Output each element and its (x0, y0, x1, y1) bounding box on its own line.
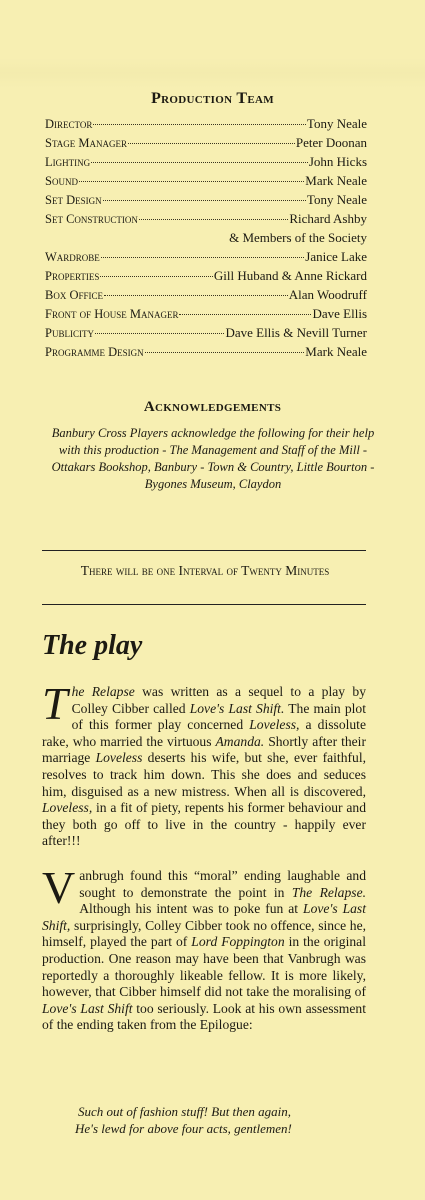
credit-stage-manager (45, 135, 367, 154)
credit-role: Programme Design (45, 345, 144, 359)
credit-name: Dave Ellis & Nevill Turner (225, 325, 367, 340)
quote-line: Such out of fashion stuff! But then again, (78, 1104, 292, 1119)
text-run: Although his intent was to poke fun at (79, 901, 304, 917)
credit-role: Wardrobe (45, 250, 100, 264)
play-paragraph-2 (42, 862, 367, 1034)
credit-set-design (45, 192, 367, 211)
character-name: Amanda. (215, 733, 265, 749)
acknowledgements-text: Banbury Cross Players acknowledge the following for their help with this production - The Management and Staff of the Mill - Ottakars Bookshop, Banbury - Town & Country, Little Bourton - Bygones Museum, Claydon (51, 426, 375, 491)
drop-cap: T (42, 678, 68, 729)
credit-name: Tony Neale (306, 192, 367, 207)
drop-cap: V (42, 862, 76, 913)
leader-dots (79, 181, 304, 182)
divider-top (42, 550, 366, 551)
credit-name: Mark Neale (305, 344, 367, 359)
epilogue-quote (75, 1103, 292, 1137)
leader-dots (101, 257, 304, 258)
divider-bottom (42, 604, 366, 605)
leader-dots (145, 352, 305, 353)
character-name: Lord Foppington (191, 934, 285, 950)
credit-role: Properties (45, 269, 100, 283)
interval-notice: There will be one Interval of Twenty Minutes (80, 563, 330, 578)
text-run: a dissolute rake, who married the virtuous (42, 717, 366, 749)
character-name: Loveless (95, 750, 143, 766)
credit-name: Tony Neale (306, 116, 367, 131)
leader-dots (128, 143, 295, 144)
credit-name: Peter Doonan (295, 135, 367, 150)
credit-role: Set Construction (45, 212, 138, 226)
leader-dots (103, 200, 306, 201)
leader-dots (179, 314, 311, 315)
acknowledgements-title: Acknowledgements (143, 399, 282, 415)
play-heading: The play (42, 630, 143, 661)
credit-name: Richard Ashby (289, 211, 367, 226)
credit-properties (45, 268, 367, 287)
credit-programme-design (45, 344, 367, 363)
credit-set-construction-extra: & Members of the Society (229, 230, 367, 245)
quote-line: He's lewd for above four acts, gentlemen! (75, 1121, 292, 1136)
credit-role: Front of House Manager (45, 307, 179, 321)
credit-sound (45, 173, 367, 192)
credit-wardrobe (45, 249, 367, 268)
leader-dots (93, 124, 306, 125)
text-run: too seriously. Look at his own assessment of the ending taken from the Epilogue: (42, 1000, 366, 1033)
credit-front-of-house (45, 306, 367, 325)
text-run: was written as a sequel to a play by Colley Cibber called (71, 684, 366, 716)
text-run: deserts his wife, but she, ever faithful, resolves to track him down. This she does and seduces him, disguised as a new mistress. When all is discovered, (42, 750, 366, 799)
credit-director (45, 116, 367, 135)
work-title: Love's Last Shift, (42, 901, 367, 933)
credit-name: Gill Huband & Anne Rickard (213, 268, 367, 283)
play-paragraph-1 (42, 678, 366, 850)
play-title: he Relapse (71, 684, 135, 699)
text-run: surprisingly, Colley Cibber took no offence, since he, himself, played the part of (42, 917, 366, 950)
leader-dots (100, 276, 212, 277)
credit-role: Box Office (45, 288, 103, 302)
credit-role: Lighting (45, 155, 91, 169)
text-run: anbrugh found this “moral” ending laughable and sought to demonstrate the point in (79, 868, 366, 900)
leader-dots (91, 162, 308, 163)
character-name: Loveless, (42, 800, 93, 816)
work-title: Love's Last Shift (42, 1000, 133, 1016)
text-run: in the original production. One reason may have been that Vanbrugh was reportedly a thoroughly likeable fellow. It is more likely, however, that Cibber himself did not take the moralising of (42, 934, 366, 1000)
work-title: The Relapse. (291, 884, 366, 900)
credit-role: Director (45, 117, 93, 131)
credit-name: John Hicks (308, 154, 367, 169)
leader-dots (104, 295, 288, 296)
credit-name: Janice Lake (305, 249, 367, 264)
work-title: Love's Last Shift. (189, 700, 285, 716)
credits-list (45, 116, 367, 363)
credit-name: Alan Woodruff (288, 287, 367, 302)
paper-texture (0, 58, 425, 88)
credit-lighting (45, 154, 367, 173)
character-name: Loveless, (249, 717, 300, 733)
credit-role: Publicity (45, 326, 94, 340)
text-run: in a fit of piety, repents his former behaviour and they both go off to live in the country - happily ever after!!! (42, 800, 366, 849)
credit-set-construction (45, 211, 367, 230)
text-run: The main plot of this former play concerned (71, 700, 366, 733)
credit-role: Set Design (45, 193, 102, 207)
credit-role: Sound (45, 174, 78, 188)
leader-dots (95, 333, 225, 334)
production-team-title: Production Team (151, 90, 274, 107)
leader-dots (139, 219, 288, 220)
credit-role: Stage Manager (45, 136, 127, 150)
credit-publicity (45, 325, 367, 344)
credit-name: Mark Neale (305, 173, 367, 188)
credit-name: Dave Ellis (312, 306, 367, 321)
credit-box-office (45, 287, 367, 306)
text-run: Shortly after their marriage (42, 733, 366, 766)
